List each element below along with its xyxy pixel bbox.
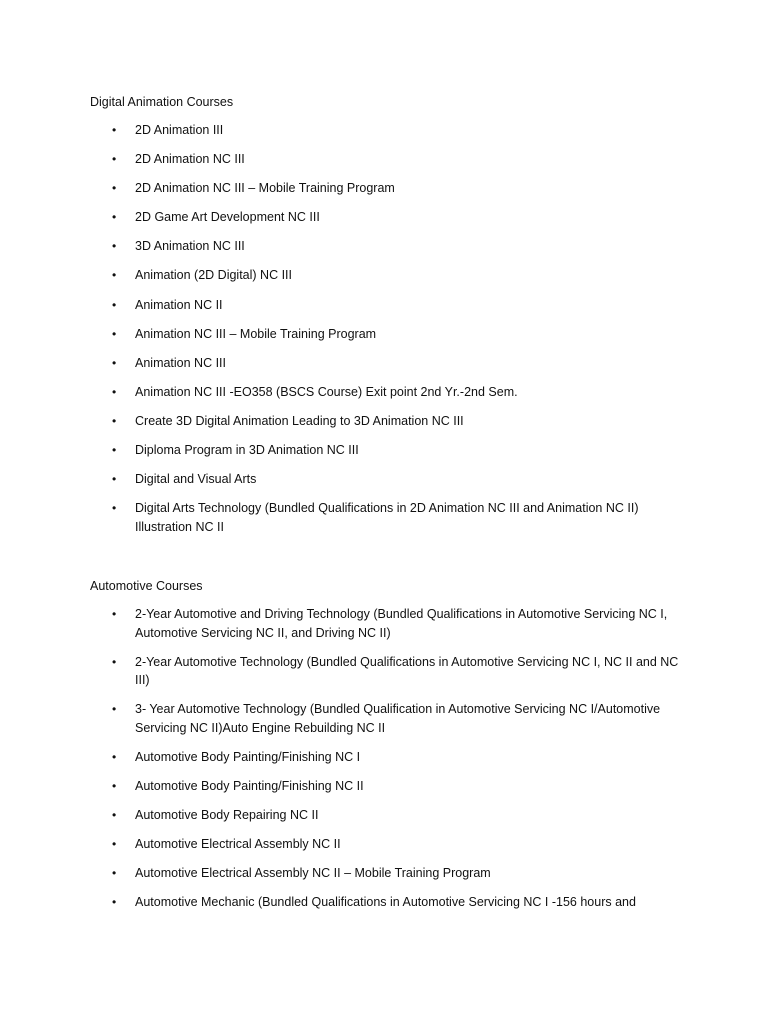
bullet-icon: •: [112, 654, 117, 669]
list-item: [90, 653, 690, 690]
bullet-icon: •: [112, 443, 117, 458]
list-item-text: Create 3D Digital Animation Leading to 3D Animation NC III: [135, 413, 464, 428]
list-item: [90, 208, 690, 227]
bullet-icon: •: [112, 866, 117, 881]
list-item-text: Animation NC III -EO358 (BSCS Course) Exit point 2nd Yr.-2nd Sem.: [135, 384, 518, 399]
list-item-text: Automotive Body Painting/Finishing NC I: [135, 749, 361, 764]
bullet-icon: •: [112, 778, 117, 793]
list-item-text: Animation (2D Digital) NC III: [135, 268, 292, 283]
bullet-icon: •: [112, 807, 117, 822]
list-item-text: Automotive Mechanic (Bundled Qualifications in Automotive Servicing NC I -156 hours and: [135, 895, 636, 910]
list-item-text: Animation NC II: [135, 297, 223, 312]
bullet-icon: •: [112, 895, 117, 910]
list-item: [90, 748, 690, 767]
list-item: [90, 412, 690, 431]
bullet-icon: •: [112, 268, 117, 283]
list-item: [90, 700, 690, 737]
list-item-text: 2-Year Automotive Technology (Bundled Qualifications in Automotive Servicing NC I, NC II and NC III): [135, 654, 679, 688]
list-item-text: 2-Year Automotive and Driving Technology (Bundled Qualifications in Automotive Servicing NC I, Automotive Servicing NC II, and Driving NC II): [135, 607, 668, 640]
bullet-icon: •: [112, 702, 117, 717]
list-item-text: Diploma Program in 3D Animation NC III: [135, 443, 359, 458]
bullet-icon: •: [112, 210, 117, 225]
list-item-text: Digital and Visual Arts: [135, 472, 257, 487]
bullet-icon: •: [112, 501, 117, 516]
list-item: [90, 835, 690, 854]
list-item-text: 3- Year Automotive Technology (Bundled Qualification in Automotive Servicing NC I/Automotive Servicing NC II)Auto Engine Rebuilding NC II: [135, 702, 661, 735]
list-item-text: Animation NC III: [135, 355, 227, 370]
list-item-text: Animation NC III – Mobile Training Program: [135, 326, 377, 341]
list-item-text: 2D Animation III: [135, 123, 224, 137]
list-item-text: Automotive Electrical Assembly NC II: [135, 837, 341, 852]
list-item: [90, 121, 690, 140]
bullet-icon: •: [112, 837, 117, 852]
list-item-text: Digital Arts Technology (Bundled Qualifications in 2D Animation NC III and Animation NC II) Illustration NC II: [135, 501, 639, 534]
bullet-icon: •: [112, 413, 117, 428]
automotive-course-list: [90, 605, 690, 922]
list-item: [90, 864, 690, 883]
section-heading-digital-animation: Digital Animation Courses: [90, 95, 234, 109]
bullet-icon: •: [112, 297, 117, 312]
bullet-icon: •: [112, 152, 117, 167]
list-item: [90, 383, 690, 402]
list-item: [90, 296, 690, 315]
list-item-text: 2D Animation NC III – Mobile Training Program: [135, 181, 395, 196]
list-item: [90, 441, 690, 460]
list-item-text: 2D Animation NC III: [135, 152, 245, 167]
digital-animation-course-list: [90, 121, 690, 547]
list-item: [90, 266, 690, 285]
bullet-icon: •: [112, 181, 117, 196]
list-item: [90, 354, 690, 373]
list-item: [90, 499, 690, 536]
list-item: [90, 777, 690, 796]
section-heading-automotive: Automotive Courses: [90, 579, 203, 593]
list-item-text: 2D Game Art Development NC III: [135, 210, 320, 225]
list-item-text: Automotive Body Repairing NC II: [135, 807, 319, 822]
list-item: [90, 470, 690, 489]
list-item-text: Automotive Body Painting/Finishing NC II: [135, 778, 364, 793]
list-item: [90, 325, 690, 344]
list-item: [90, 150, 690, 169]
list-item-text: 3D Animation NC III: [135, 239, 245, 254]
list-item-text: Automotive Electrical Assembly NC II – Mobile Training Program: [135, 866, 491, 881]
list-item: [90, 806, 690, 825]
list-item: [90, 605, 690, 642]
bullet-icon: •: [112, 749, 117, 764]
list-item: [90, 893, 690, 912]
bullet-icon: •: [112, 384, 117, 399]
bullet-icon: •: [112, 239, 117, 254]
list-item: [90, 179, 690, 198]
bullet-icon: •: [112, 123, 117, 137]
bullet-icon: •: [112, 355, 117, 370]
bullet-icon: •: [112, 607, 117, 621]
bullet-icon: •: [112, 472, 117, 487]
list-item: [90, 237, 690, 256]
bullet-icon: •: [112, 326, 117, 341]
